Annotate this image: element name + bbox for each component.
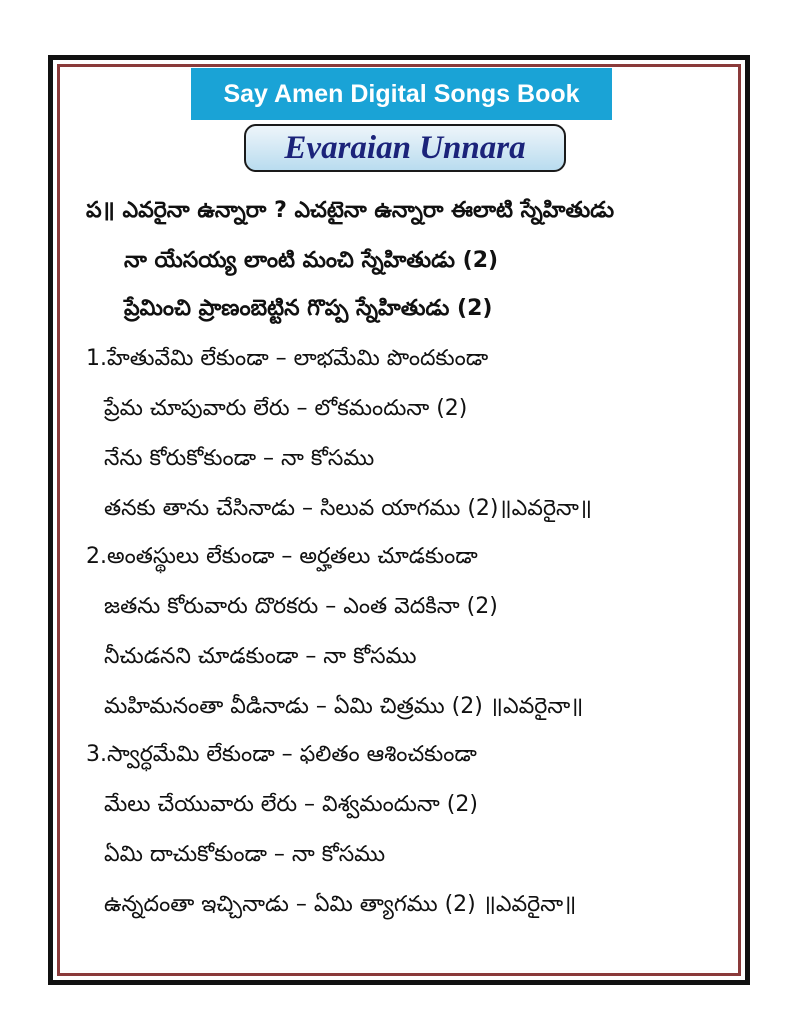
verse1-line-3: నేను కోరుకోకుండా – నా కోసము <box>104 446 375 471</box>
book-banner <box>191 68 612 120</box>
verse3-line-3: ఏమి దాచుకోకుండా – నా కోసము <box>104 842 386 867</box>
verse2-line-2: జతను కోరువారు దొరకరు – ఎంత వెదకినా (2) <box>104 594 498 619</box>
verse1-line-2: ప్రేమ చూపువారు లేరు – లోకమందునా (2) <box>104 396 468 421</box>
song-title: Evaraian Unnara <box>284 129 526 166</box>
song-title-box <box>244 124 566 172</box>
verse2-line-4: మహిమనంతా వీడినాడు – ఏమి చిత్రము (2) ॥ఎవరైనా॥ <box>104 694 584 719</box>
book-banner-text: Say Amen Digital Songs Book <box>223 79 580 108</box>
chorus-line-2: నా యేసయ్య లాంటి మంచి స్నేహితుడు (2) <box>124 248 499 273</box>
verse3-line-4: ఉన్నదంతా ఇచ్చినాడు – ఏమి త్యాగము (2) ॥ఎవరైనా॥ <box>104 892 577 917</box>
verse2-line-1: 2.అంతస్థులు లేకుండా – అర్హతలు చూడకుండా <box>86 544 478 569</box>
verse3-line-2: మేలు చేయువారు లేరు – విశ్వమందునా (2) <box>104 792 478 817</box>
chorus-line-3: ప్రేమించి ప్రాణంబెట్టిన గొప్ప స్నేహితుడు (2) <box>124 296 493 321</box>
verse1-line-1: 1.హేతువేమి లేకుండా – లాభమేమి పొందకుండా <box>86 346 489 371</box>
chorus-line-1: ప॥ ఎవరైనా ఉన్నారా ? ఎచటైనా ఉన్నారా ఈలాటి స్నేహితుడు <box>86 198 615 223</box>
verse1-line-4: తనకు తాను చేసినాడు – సిలువ యాగము (2)॥ఎవరైనా॥ <box>104 496 593 521</box>
verse2-line-3: నీచుడనని చూడకుండా – నా కోసము <box>104 644 417 669</box>
verse3-line-1: 3.స్వార్ధమేమి లేకుండా – ఫలితం ఆశించకుండా <box>86 742 477 767</box>
